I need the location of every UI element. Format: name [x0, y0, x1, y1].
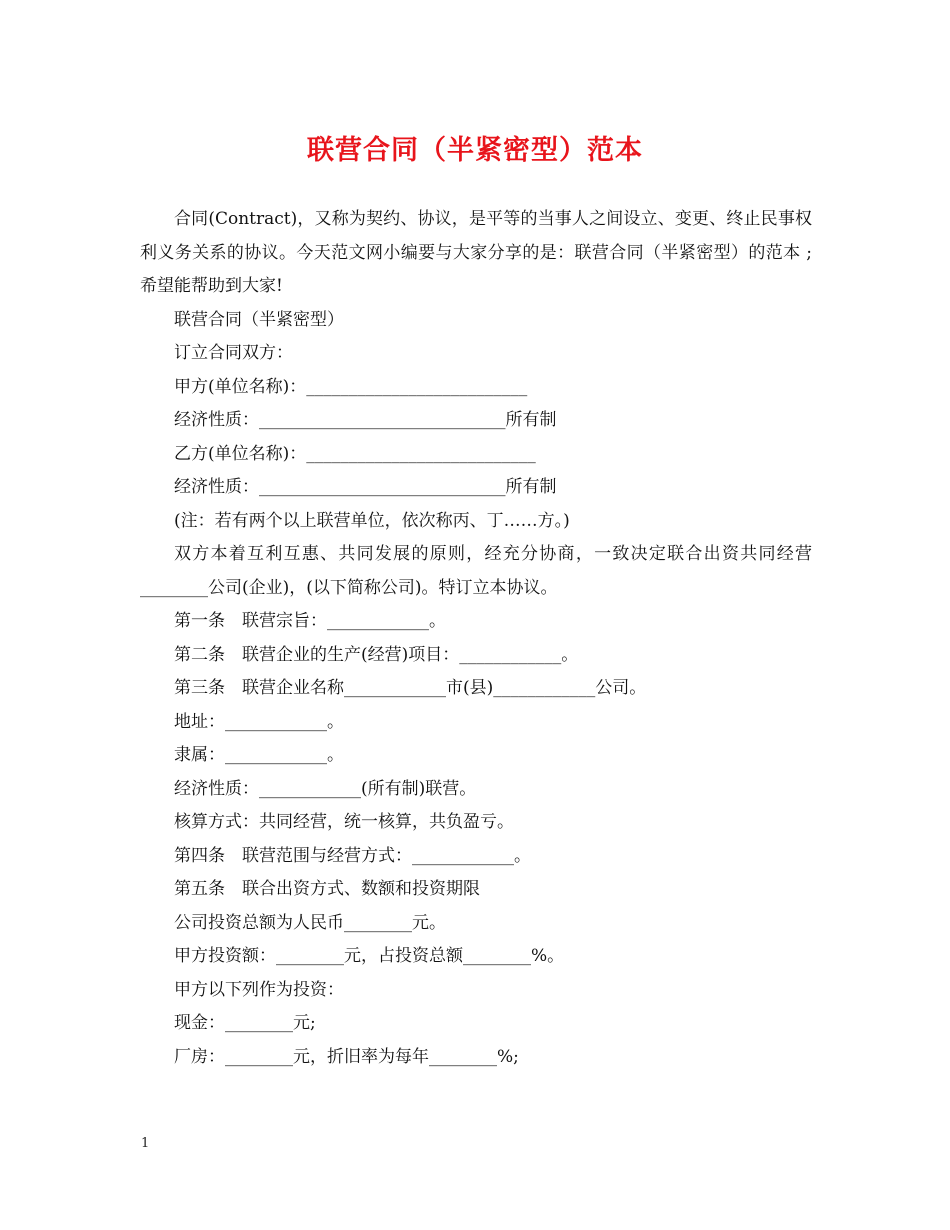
paragraph-total-investment: 公司投资总额为人民币________元。	[174, 912, 446, 933]
paragraph-party-a-assets: 甲方以下列作为投资：	[174, 979, 344, 1000]
paragraph-party-a-nature: 经济性质：_____________________________所有制	[174, 410, 557, 430]
paragraph-affiliation: 隶属：____________。	[174, 745, 344, 765]
paragraph-parties-heading: 订立合同双方：	[174, 343, 293, 363]
paragraph-party-a: 甲方(单位名称)：__________________________	[174, 376, 528, 397]
paragraph-article-4: 第四条 联营范围与经营方式：____________。	[174, 845, 531, 866]
paragraph-note: (注：若有两个以上联营单位，依次称丙、丁……方。)	[174, 510, 570, 531]
paragraph-party-b-nature: 经济性质：_____________________________所有制	[174, 477, 557, 497]
paragraph-address: 地址：____________。	[174, 711, 344, 732]
page-number: 1	[141, 1136, 150, 1151]
paragraph-article-3: 第三条 联营企业名称____________市(县)____________公司。	[174, 678, 647, 698]
paragraph-accounting: 核算方式：共同经营，统一核算，共负盈亏。	[174, 812, 514, 832]
document-body	[140, 203, 812, 1074]
paragraph-contract-name: 联营合同（半紧密型）	[174, 309, 344, 330]
paragraph-party-b: 乙方(单位名称)：___________________________	[174, 443, 536, 464]
paragraph-party-a-investment: 甲方投资额：________元，占投资总额________%。	[174, 946, 565, 966]
paragraph-plant: 厂房：________元，折旧率为每年________%;	[174, 1046, 519, 1067]
paragraph-cash: 现金：________元;	[174, 1013, 316, 1033]
paragraph-article-1: 第一条 联营宗旨：____________。	[174, 611, 446, 631]
document-title: 联营合同（半紧密型）范本	[307, 135, 643, 166]
paragraph-economic-nature: 经济性质：____________(所有制)联营。	[174, 778, 477, 799]
paragraph-preamble: 双方本着互利互惠、共同发展的原则，经充分协商，一致决定联合出资共同经营________公司(企业)，(以下简称公司)。特订立本协议。	[140, 544, 812, 598]
paragraph-article-2: 第二条 联营企业的生产(经营)项目：____________。	[174, 644, 579, 665]
paragraph-article-5: 第五条 联合出资方式、数额和投资期限	[174, 879, 480, 899]
paragraph-intro: 合同(Contract)，又称为契约、协议，是平等的当事人之间设立、变更、终止民事权利义务关系的协议。今天范文网小编要与大家分享的是：联营合同（半紧密型）的范本 ;希望能帮助到大家!	[140, 209, 812, 296]
